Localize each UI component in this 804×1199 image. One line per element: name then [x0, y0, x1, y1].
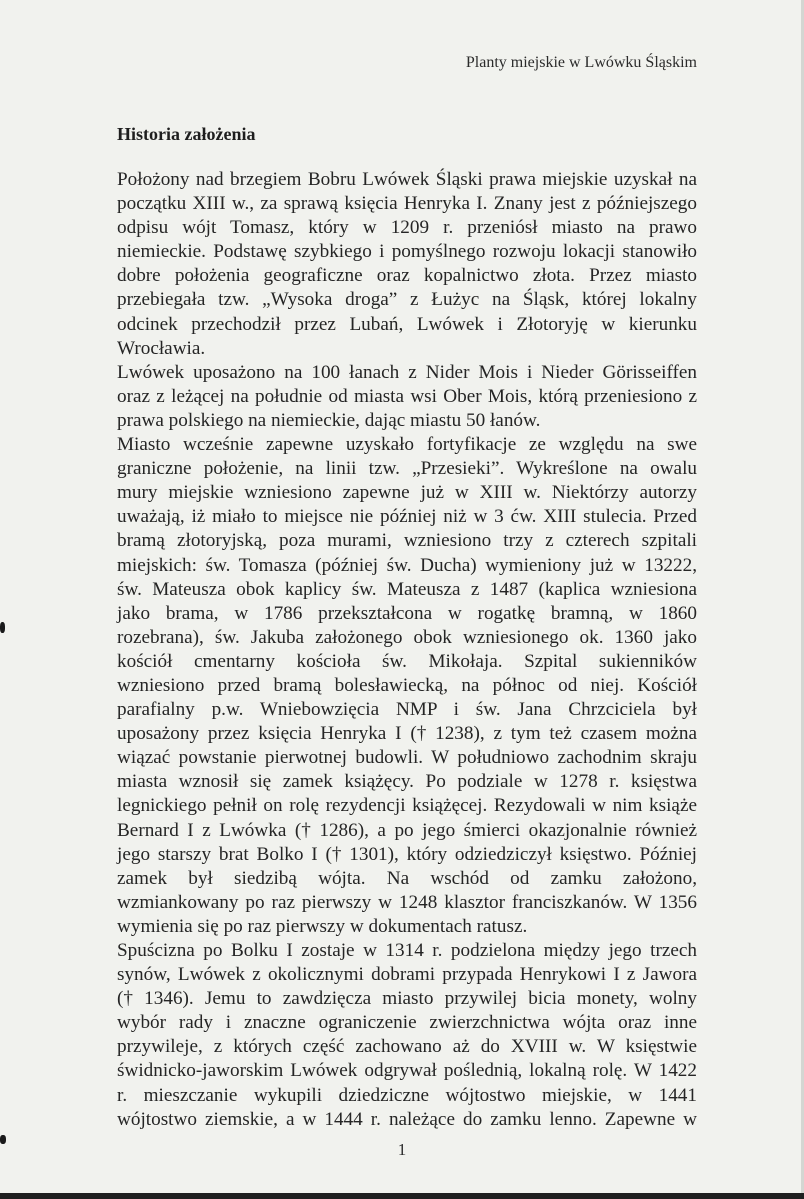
text-line: wybór rady i znaczne ograniczenie zwierzchnictwa wójta oraz inne — [117, 1012, 697, 1034]
text-line: parafialny p.w. Wniebowzięcia NMP i św. Jana Chrzciciela był — [117, 699, 697, 721]
page-number: 1 — [397, 1140, 407, 1159]
text-line: uposażony przez księcia Henryka I († 1238), z tym też czasem można — [117, 723, 697, 745]
text-line: miasta wznosił się zamek książęcy. Po podziale w 1278 r. księstwa — [117, 771, 697, 793]
text-line: Lwówek uposażono na 100 łanach z Nider Mois i Nieder Görisseiffen — [117, 361, 697, 383]
text-line: odcinek przechodził przez Lubań, Lwówek i Złotoryję w kierunku — [117, 313, 697, 335]
text-line: mury miejskie wzniesiono zapewne już w XIII w. Niektórzy autorzy — [117, 482, 697, 504]
text-line: początku XIII w., za sprawą księcia Henryka I. Znany jest z późniejszego — [117, 193, 697, 215]
text-line: graniczne położenie, na linii tzw. „Przesieki”. Wykreślone na owalu — [117, 458, 697, 480]
text-line: jako brama, w 1786 przekształcona w rogatkę bramną, w 1860 — [117, 602, 697, 624]
text-line: jego starszy brat Bolko I († 1301), który odziedziczył księstwo. Później — [117, 843, 697, 865]
text-line: dobre położenia geograficzne oraz kopalnictwo złota. Przez miasto — [117, 265, 697, 287]
text-line: miejskich: św. Tomasza (później św. Ducha) wymieniony już w 13222, — [117, 554, 697, 576]
text-line: św. Mateusza obok kaplicy św. Mateusza z 1487 (kaplica wzniesiona — [117, 578, 697, 600]
text-line: oraz z leżącej na południe od miasta wsi Ober Mois, którą przeniesiono z — [117, 385, 697, 407]
section-title: Historia założenia — [117, 124, 256, 144]
text-line: Bernard I z Lwówka († 1286), a po jego śmierci okazjonalnie również — [117, 819, 697, 841]
text-line: legnickiego pełnił on rolę rezydencji książęcej. Rezydowali w nim książe — [117, 795, 697, 817]
text-line: rozebrana), św. Jakuba założonego obok wzniesionego ok. 1360 jako — [117, 626, 697, 648]
text-line: († 1346). Jemu to zawdzięcza miasto przywilej bicia monety, wolny — [117, 988, 697, 1010]
text-line: niemieckie. Podstawę szybkiego i pomyślnego rozwoju lokacji stanowiło — [117, 241, 697, 263]
text-line: odpisu wójt Tomasz, który w 1209 r. przeniósł miasto na prawo — [117, 217, 697, 239]
text-line: wzniesiono przed bramą bolesławiecką, na północ od niej. Kościół — [117, 674, 697, 696]
text-line: wójtostwo ziemskie, a w 1444 r. należące do zamku lenno. Zapewne w — [117, 1108, 697, 1130]
text-line: zamek był siedzibą wójta. Na wschód od zamku założono, — [117, 867, 697, 889]
binding-hole-mark-icon — [0, 622, 5, 633]
binding-hole-mark-icon — [0, 1135, 6, 1144]
text-line: kościół cmentarny kościoła św. Mikołaja. Szpital sukienników — [117, 650, 697, 672]
scan-bottom-edge — [0, 1193, 804, 1199]
text-line: Miasto wcześnie zapewne uzyskało fortyfikacje ze względu na swe — [117, 434, 697, 456]
text-line: r. mieszczanie wykupili dziedziczne wójtostwo miejskie, w 1441 — [117, 1084, 697, 1106]
text-line: wymienia się po raz pierwszy w dokumentach ratusz. — [117, 915, 528, 937]
text-line: przebiegała tzw. „Wysoka droga” z Łużyc na Śląsk, której lokalny — [117, 289, 697, 311]
text-line: prawa polskiego na niemieckie, dając miastu 50 łanów. — [117, 409, 541, 431]
text-line: świdnicko-jaworskim Lwówek odgrywał poślednią, lokalną rolę. W 1422 — [117, 1060, 697, 1082]
text-line: Położony nad brzegiem Bobru Lwówek Śląski prawa miejskie uzyskał na — [117, 169, 697, 190]
text-line: Wrocławia. — [117, 337, 206, 359]
text-line: bramą złotoryjską, poza murami, wzniesiono trzy z czterech szpitali — [117, 530, 697, 552]
running-header: Planty miejskie w Lwówku Śląskim — [465, 54, 697, 71]
body-text — [117, 168, 697, 1132]
text-line: wiązać powstanie pierwotnej budowli. W południowo zachodnim skraju — [117, 747, 697, 769]
text-line: synów, Lwówek z okolicznymi dobrami przypada Henrykowi I z Jawora — [117, 964, 697, 986]
text-line: przywileje, z których część zachowano aż do XVIII w. W księstwie — [117, 1036, 697, 1058]
text-line: Spuścizna po Bolku I zostaje w 1314 r. podzielona między jego trzech — [117, 940, 697, 961]
text-line: uważają, iż miało to miejsce nie później niż w 3 ćw. XIII stulecia. Przed — [117, 506, 697, 528]
text-line: wzmiankowany po raz pierwszy w 1248 klasztor franciszkanów. W 1356 — [117, 891, 697, 913]
